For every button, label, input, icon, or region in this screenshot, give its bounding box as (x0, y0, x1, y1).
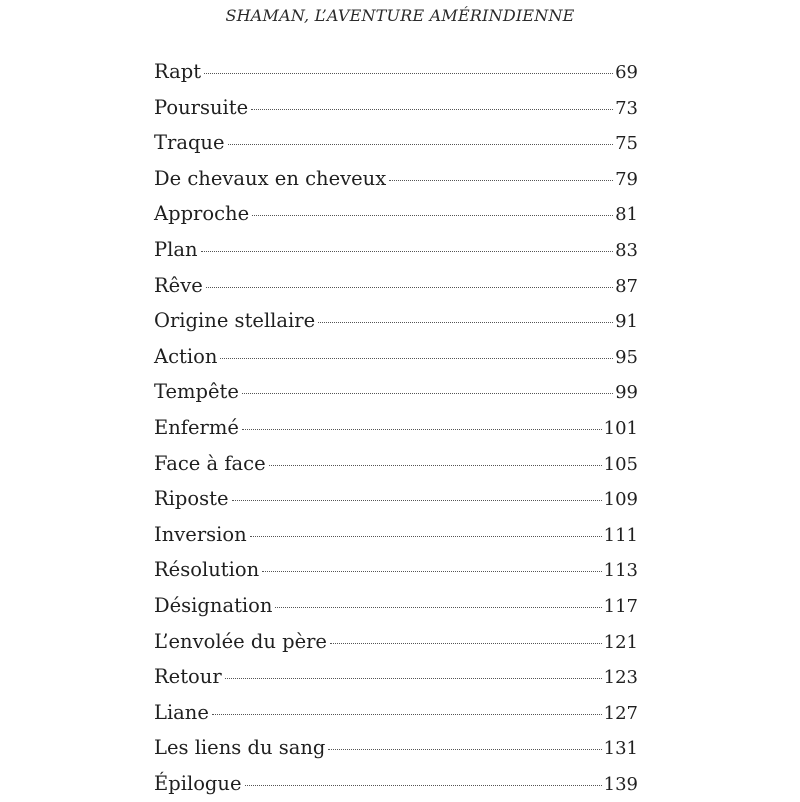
toc-dot-leader (245, 784, 602, 786)
toc-entry-title: De chevaux en cheveux (154, 166, 387, 190)
toc-entry-page: 79 (615, 168, 638, 190)
toc-entry-page: 127 (603, 702, 638, 724)
toc-dot-leader (206, 286, 613, 288)
toc-entry-page: 105 (603, 453, 638, 475)
toc-entry-title: Rêve (154, 273, 203, 297)
toc-dot-leader (251, 108, 613, 110)
toc-entry-page: 75 (615, 133, 638, 155)
toc-dot-leader (228, 143, 614, 145)
toc-entry (154, 303, 638, 339)
toc-dot-leader (212, 713, 602, 715)
toc-entry-title: Rapt (154, 60, 202, 83)
toc-entry (154, 695, 638, 731)
toc-entry-title: Épilogue (154, 771, 242, 795)
toc-entry-page: 91 (615, 311, 638, 333)
toc-entry (154, 481, 638, 517)
toc-entry-title: Résolution (154, 558, 260, 582)
toc-entry-page: 83 (615, 239, 638, 261)
toc-entry-page: 123 (603, 667, 638, 689)
toc-entry-title: Traque (154, 131, 225, 155)
toc-dot-leader (220, 357, 613, 359)
toc-entry-page: 111 (603, 524, 638, 546)
toc-entry-title: Les liens du sang (154, 736, 326, 760)
toc-entry-title: Retour (154, 665, 222, 689)
toc-entry (154, 730, 638, 766)
toc-entry (154, 552, 638, 588)
toc-dot-leader (252, 214, 613, 216)
table-of-contents (154, 54, 638, 801)
toc-entry-page: 73 (615, 97, 638, 119)
toc-entry-title: Origine stellaire (154, 309, 316, 333)
toc-entry-page: 81 (615, 204, 638, 226)
toc-entry-title: Riposte (154, 487, 229, 511)
toc-entry-title: Liane (154, 700, 209, 724)
toc-dot-leader (242, 428, 602, 430)
toc-dot-leader (225, 677, 602, 679)
toc-entry-title: Action (154, 344, 218, 368)
toc-entry (154, 54, 638, 90)
running-head-title: SHAMAN, L’AVENTURE AMÉRINDIENNE (225, 6, 575, 25)
toc-entry-title: Enfermé (154, 415, 239, 439)
toc-entry-page: 113 (603, 560, 638, 582)
toc-entry-title: Approche (154, 202, 250, 226)
toc-entry-title: Face à face (154, 451, 266, 475)
toc-entry-page: 109 (603, 489, 638, 511)
toc-entry (154, 339, 638, 375)
toc-dot-leader (389, 179, 613, 181)
toc-entry (154, 410, 638, 446)
toc-entry (154, 766, 638, 802)
toc-entry-title: L’envolée du père (154, 629, 327, 653)
toc-dot-leader (269, 464, 602, 466)
toc-entry (154, 659, 638, 695)
toc-entry (154, 588, 638, 624)
toc-entry (154, 268, 638, 304)
toc-entry (154, 517, 638, 553)
toc-entry-page: 87 (615, 275, 638, 297)
toc-entry (154, 624, 638, 660)
toc-dot-leader (201, 250, 614, 252)
toc-entry (154, 125, 638, 161)
toc-entry (154, 446, 638, 482)
toc-dot-leader (275, 606, 601, 608)
toc-entry-page: 121 (603, 631, 638, 653)
toc-entry-title: Poursuite (154, 95, 249, 119)
toc-dot-leader (232, 499, 602, 501)
toc-dot-leader (204, 72, 613, 74)
toc-dot-leader (318, 321, 613, 323)
toc-entry-page: 99 (615, 382, 638, 404)
toc-entry-title: Plan (154, 237, 198, 261)
toc-entry-page: 69 (615, 62, 638, 83)
toc-entry-page: 131 (603, 738, 638, 760)
toc-entry (154, 232, 638, 268)
toc-entry-title: Tempête (154, 380, 239, 404)
toc-entry-page: 95 (615, 346, 638, 368)
toc-entry-title: Désignation (154, 593, 273, 617)
toc-entry-title: Inversion (154, 522, 247, 546)
toc-dot-leader (262, 570, 602, 572)
toc-dot-leader (242, 392, 613, 394)
toc-entry (154, 374, 638, 410)
toc-entry (154, 90, 638, 126)
toc-entry-page: 139 (603, 773, 638, 795)
toc-entry (154, 161, 638, 197)
toc-entry-page: 117 (603, 595, 638, 617)
toc-entry-page: 101 (603, 417, 638, 439)
toc-dot-leader (328, 748, 601, 750)
toc-entry (154, 196, 638, 232)
toc-dot-leader (250, 535, 602, 537)
toc-dot-leader (330, 642, 602, 644)
